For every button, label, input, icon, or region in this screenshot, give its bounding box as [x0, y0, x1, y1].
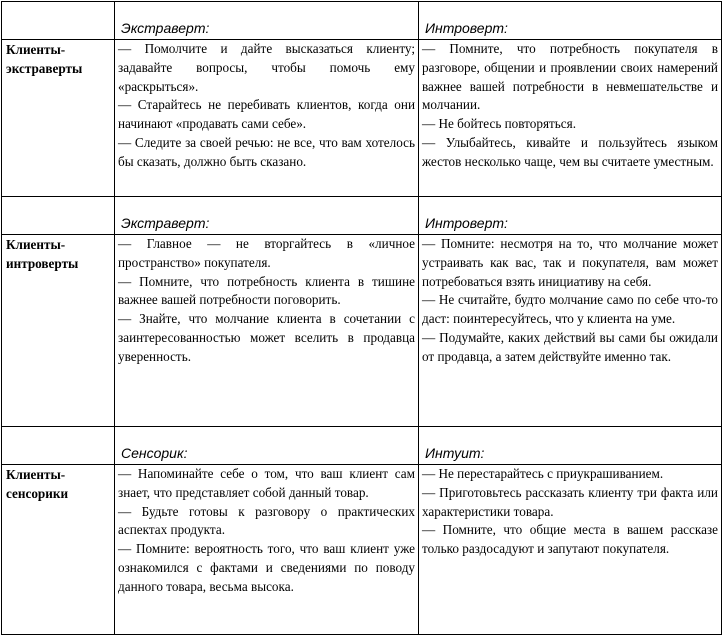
advice-paragraph: — Подумайте, каких действий вы сами бы ожидали от продавца, а затем действуйте именно так.	[422, 329, 718, 364]
empty-corner-cell	[2, 2, 115, 40]
section-header-row	[2, 2, 722, 40]
column-header: Интуит:	[419, 427, 722, 465]
empty-corner-cell	[2, 427, 115, 465]
advice-paragraph: — Помните, что общие места в вашем рассказе только раздосадуют и запутают покупателя.	[422, 522, 718, 557]
advice-paragraph: — Помните, что потребность покупателя в разговоре, общении и проявлении своих намерений важнее вашей потребности в невмешательстве и молчании.	[422, 41, 718, 113]
advice-paragraph: — Не перестарайтесь с приукрашиванием.	[422, 466, 664, 481]
row-label: Клиенты-интроверты	[2, 235, 115, 427]
advice-paragraph: — Не бойтесь повторяться.	[422, 116, 577, 132]
advice-paragraph: — Помните: несмотря на то, что молчание может устраивать как вас, так и покупателя, вам может потребоваться взять инициативу на себя.	[422, 236, 718, 289]
section-body-row	[2, 235, 722, 427]
advice-paragraph: — Будьте готовы к разговору о практических аспектах продукта.	[118, 503, 415, 538]
section-body-row	[2, 40, 722, 197]
advice-paragraph: — Помолчите и дайте высказаться клиенту; задавайте вопросы, чтобы помочь ему «раскрыться».	[118, 41, 415, 94]
empty-corner-cell	[2, 197, 115, 235]
row-label: Клиенты-экстраверты	[2, 40, 115, 197]
advice-paragraph: — Знайте, что молчание клиента в сочетании с заинтересованностью может вселить в продавца уверенность.	[118, 311, 415, 364]
advice-cell	[115, 235, 419, 427]
column-header: Сенсорик:	[115, 427, 419, 465]
row-label: Клиенты-сенсорики	[2, 465, 115, 635]
advice-cell	[115, 465, 419, 635]
advice-paragraph: — Не считайте, будто молчание само по себе что-то даст: поинтересуйтесь, что у клиента на уме.	[422, 292, 718, 327]
advice-paragraph: — Следите за своей речью: не все, что вам хотелось бы сказать, должно быть сказано.	[118, 134, 415, 169]
advice-table	[1, 1, 722, 635]
advice-paragraph: — Главное — не вторгайтесь в «личное пространство» покупателя.	[118, 236, 415, 270]
advice-paragraph: — Помните, что потребность клиента в тишине важнее вашей потребности поговорить.	[118, 273, 415, 308]
advice-paragraph: — Помните: вероятность того, что ваш клиент уже ознакомился с фактами и сведениями по поводу данного товара, весьма высока.	[118, 541, 415, 594]
advice-paragraph: — Улыбайтесь, кивайте и пользуйтесь языком жестов несколько чаще, чем вы считаете уместным.	[422, 134, 718, 169]
column-header: Экстраверт:	[115, 2, 419, 40]
section-header-row	[2, 427, 722, 465]
advice-cell	[419, 40, 722, 197]
column-header: Экстраверт:	[115, 197, 419, 235]
advice-paragraph: — Напоминайте себе о том, что ваш клиент сам знает, что представляет собой данный товар.	[118, 466, 415, 500]
section-body-row	[2, 465, 722, 635]
section-header-row	[2, 197, 722, 235]
column-header: Интроверт:	[419, 2, 722, 40]
advice-cell	[419, 465, 722, 635]
advice-paragraph: — Старайтесь не перебивать клиентов, когда они начинают «продавать сами себе».	[118, 97, 415, 132]
advice-cell	[115, 40, 419, 197]
advice-paragraph: — Приготовьтесь рассказать клиенту три факта или характеристики товара.	[422, 484, 718, 519]
column-header: Интроверт:	[419, 197, 722, 235]
advice-cell	[419, 235, 722, 427]
